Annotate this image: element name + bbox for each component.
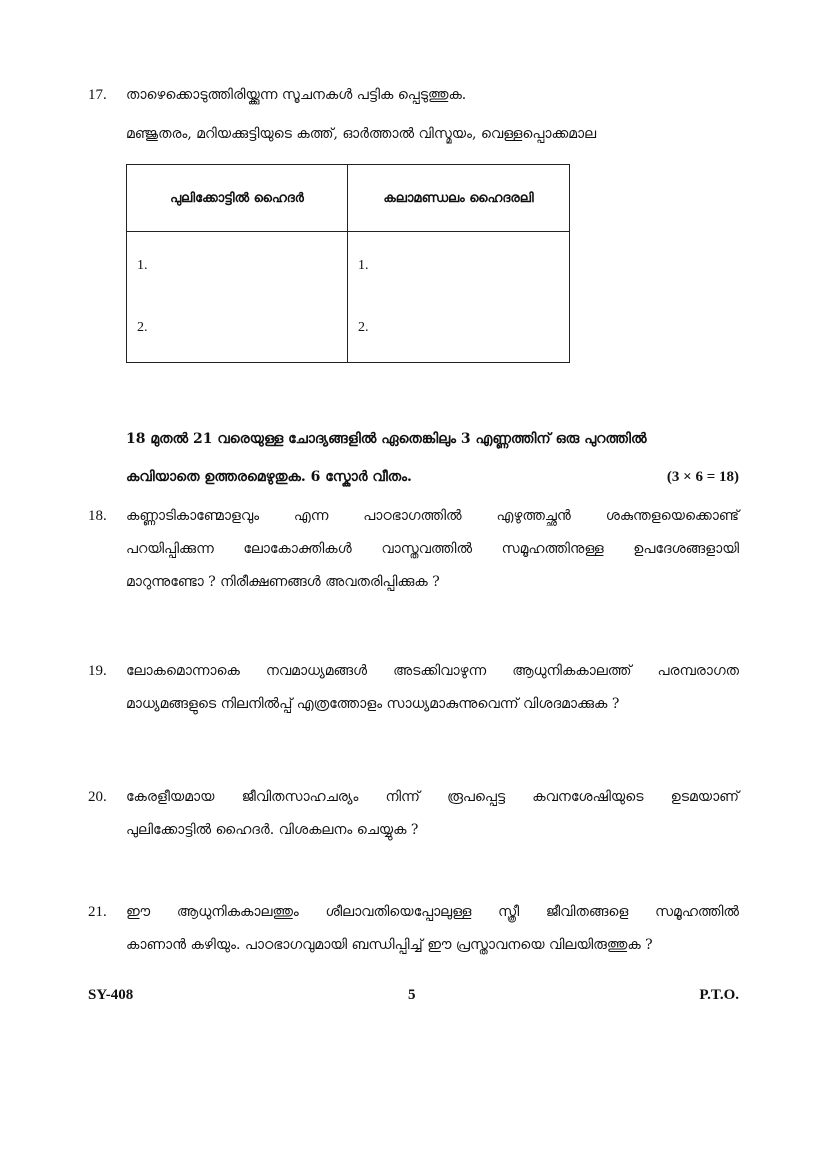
question-text-block	[126, 655, 739, 721]
page-number: 5	[408, 987, 416, 1003]
table-cell	[348, 232, 570, 363]
question-number: 19.	[88, 663, 107, 679]
answer-table	[126, 164, 570, 363]
row-label: 1.	[137, 258, 148, 273]
please-turn-over: P.T.O.	[699, 987, 739, 1003]
question-number: 17.	[88, 87, 107, 103]
question-instruction: താഴെക്കൊടുത്തിരിയ്ക്കുന്ന സൂചനകൾ പട്ടിക പ്പെടുത്തുക.	[126, 87, 467, 103]
row-label: 1.	[358, 258, 369, 273]
clue-list	[126, 119, 739, 150]
question-text-block	[126, 896, 739, 962]
question-number: 20.	[88, 789, 107, 805]
instruction-line-2: കവിയാതെ ഉത്തരമെഴുതുക. 6 സ്കോർ വീതം.	[126, 469, 412, 485]
question-line: പുലിക്കോട്ടിൽ ഹൈദർ. വിശകലനം ചെയ്യുക ?	[126, 822, 419, 838]
table-cell	[127, 232, 348, 363]
question-number: 21.	[88, 904, 107, 920]
row-label: 2.	[137, 320, 148, 335]
question-text-block	[126, 500, 739, 599]
question-line: മാധ്യമങ്ങളുടെ നിലനിൽപ്പ് എത്രത്തോളം സാധ്യമാകുന്നുവെന്ന് വിശദമാക്കുക ?	[126, 696, 620, 712]
table-header-row	[127, 165, 570, 232]
paper-code: SY-408	[88, 987, 134, 1003]
question-line: മാറുന്നുണ്ടോ ? നിരീക്ഷണങ്ങൾ അവതരിപ്പിക്കുക ?	[126, 574, 440, 590]
table-header-2: കലാമണ്ഡലം ഹൈദരലി	[348, 165, 570, 232]
table-header-1: പുലിക്കോട്ടിൽ ഹൈദർ	[127, 165, 348, 232]
clue-text: മഞ്ജുതരം, മറിയക്കുട്ടിയുടെ കത്ത്, ഓർത്താൽ വിസ്മയം, വെള്ളപ്പൊക്കമാല	[126, 126, 597, 142]
question-line: ലോകമൊന്നാകെ നവമാധ്യമങ്ങൾ അടക്കിവാഴുന്ന ആധുനികകാലത്ത് പരമ്പരാഗത	[126, 663, 739, 679]
instruction-line-1: 18 മുതൽ 21 വരെയുള്ള ചോദ്യങ്ങളിൽ ഏതെങ്കിലും 3 എണ്ണത്തിന് ഒരു പുറത്തിൽ	[126, 431, 647, 447]
section-instructions	[126, 420, 739, 496]
question-line: ഈ ആധുനികകാലത്തും ശീലാവതിയെപ്പോലുള്ള സ്ത്രീ ജീവിതങ്ങളെ സമൂഹത്തിൽ	[126, 904, 739, 920]
question-line: കേരളീയമായ ജീവിതസാഹചര്യം നിന്ന് രൂപപ്പെട്ട കവനശേഷിയുടെ ഉടമയാണ്	[126, 789, 739, 805]
question-text-block	[126, 80, 739, 111]
question-number: 18.	[88, 508, 107, 524]
question-line: കണ്ണാടികാണ്മോളവും എന്ന പാഠഭാഗത്തിൽ എഴുത്തച്ഛൻ ശകുന്തളയെക്കൊണ്ട്	[126, 508, 739, 524]
question-line: പറയിപ്പിക്കുന്ന ലോകോക്തികൾ വാസ്തവത്തിൽ സമൂഹത്തിനുള്ള ഉപദേശങ്ങളായി	[126, 541, 739, 557]
question-text-block	[126, 781, 739, 847]
row-label: 2.	[358, 320, 369, 335]
table-row	[127, 232, 570, 363]
score-allocation: (3 × 6 = 18)	[666, 469, 739, 485]
question-line: കാണാൻ കഴിയും. പാഠഭാഗവുമായി ബന്ധിപ്പിച്ച് ഈ പ്രസ്താവനയെ വിലയിരുത്തുക ?	[126, 937, 653, 953]
